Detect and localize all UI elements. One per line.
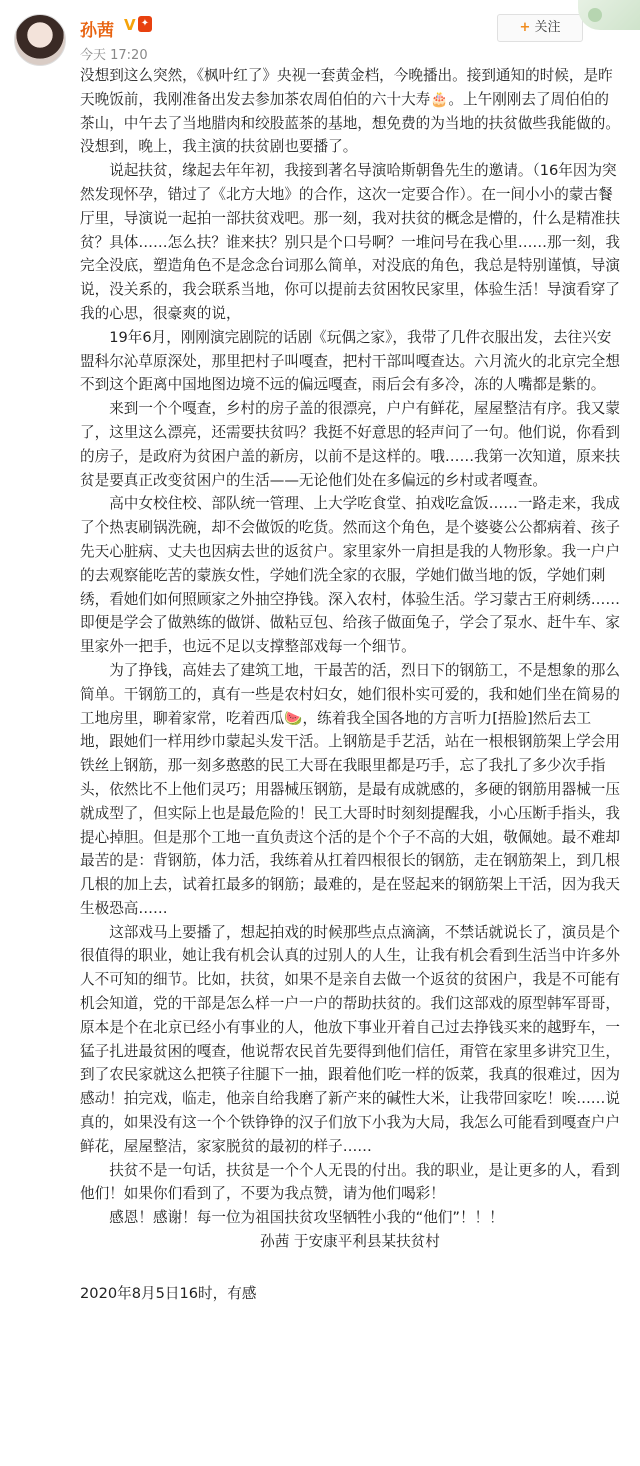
date-line: 2020年8月5日16时，有感 bbox=[80, 1284, 257, 1302]
paragraph: 没想到这么突然，《枫叶红了》央视一套黄金档，今晚播出。接到通知的时候，是昨天晚饭前，我刚准备出发去参加茶农周伯伯的六十大寿🎂。上午刚刚去了周伯伯的茶山，中午去了当地腊肉和绞股蓝茶的基地，想免费的为当地的扶贫做些我能做的。没想到，晚上，我主演的扶贫剧也要播了。 bbox=[80, 67, 620, 156]
username[interactable]: 孙茜 bbox=[80, 21, 114, 41]
verified-v-icon: V bbox=[124, 16, 136, 34]
post-body bbox=[80, 64, 620, 1306]
follow-button[interactable] bbox=[497, 14, 583, 42]
paragraph: 这部戏马上要播了，想起拍戏的时候那些点点滴滴，不禁话就说长了，演员是个很值得的职业，她让我有机会认真的过别人的人生，让我有机会看到生活当中许多外人不可知的细节。比如，扶贫，如果不是亲自去做一个返贫的贫困户，我是不可能有机会知道，党的干部是怎么样一户一户的帮助扶贫的。我们这部戏的原型韩军哥哥，原本是个在北京已经小有事业的人，他放下事业开着自己过去挣钱买来的越野车，一猛子扎进最贫困的嘎查，他说帮农民首先要得到他们信任，甭管在家里多讲究卫生，到了农民家就这么把筷子往腿下一抽，跟着他们吃一样的饭菜，我真的很难过，因为感动！拍完戏，临走，他亲自给我磨了新产来的碱性大米，让我带回家吃！唉……说真的，如果没有这一个个铁铮铮的汉子们放下小我为大局，我怎么可能看到嘎查户户鲜花，屋屋整洁，家家脱贫的最初的样子…… bbox=[80, 923, 620, 1155]
paragraph: 扶贫不是一句话，扶贫是一个个人无畏的付出。我的职业，是让更多的人，看到他们！如果你们看到了，不要为我点赞，请为他们喝彩！ bbox=[80, 1161, 620, 1203]
medal-icon: ✦ bbox=[138, 16, 152, 32]
corner-decoration bbox=[578, 0, 640, 30]
post-time: 今天 17:20 bbox=[80, 48, 148, 63]
paragraph: 来到一个个嘎查，乡村的房子盖的很漂亮，户户有鲜花，屋屋整洁有序。我又蒙了，这里这么漂亮，还需要扶贫吗？我挺不好意思的轻声问了一句。他们说，你看到的房子，是政府为贫困户盖的新房，以前不是这样的。哦……我第一次知道，原来扶贫是要真正改变贫困户的生活——无论他们处在多偏远的乡村或者嘎查。 bbox=[80, 400, 620, 489]
follow-label: 关注 bbox=[534, 20, 561, 35]
paragraph: 为了挣钱，高娃去了建筑工地，干最苦的活，烈日下的钢筋工，不是想象的那么简单。干钢筋工的，真有一些是农村妇女，她们很朴实可爱的，我和她们坐在简易的工地房里，聊着家常，吃着西瓜🍉，练着我全国各地的方言听力[捂脸]然后去工地，跟她们一样用纱巾蒙起头发干活。上钢筋是手艺活，站在一根根钢筋架上学会用铁丝上钢筋，那一刻多憨憨的民工大哥在我眼里都是巧手，忘了我扎了多少次手指头，依然比不上他们灵巧；用器械压钢筋，是最有成就感的，多硬的钢筋用器械一压就成型了，但实际上也是最危险的！民工大哥时时刻刻提醒我，小心压断手指头，我提心掉胆。但是那个工地一直负责这个活的是个个子不高的大姐，敬佩她。最不难却最苦的是：背钢筋，体力活，我练着从扛着四根很长的钢筋，走在钢筋架上，到几根几根的加上去，试着扛最多的钢筋；最难的，是在竖起来的钢筋架上干活，因为我天生极恐高…… bbox=[80, 661, 620, 917]
paragraph: 19年6月，刚刚演完剧院的话剧《玩偶之家》，我带了几件衣服出发，去往兴安盟科尔沁草原深处，那里把村子叫嘎查，把村干部叫嘎查达。六月流火的北京完全想不到这个距离中国地图边境不远的偏远嘎查，雨后会有多冷，冻的人嘴都是紫的。 bbox=[80, 328, 620, 394]
plus-icon: + bbox=[519, 20, 531, 35]
paragraph: 感恩！感谢！每一位为祖国扶贫攻坚牺牲小我的“他们”！！！ bbox=[109, 1209, 504, 1227]
signature: 孙茜 于安康平利县某扶贫村 bbox=[260, 1233, 440, 1251]
paragraph: 说起扶贫，缘起去年年初，我接到著名导演哈斯朝鲁先生的邀请。（16年因为突然发现怀孕，错过了《北方大地》的合作，这次一定要合作）。在一间小小的蒙古餐厅里，导演说一起拍一部扶贫戏吧。那一刻，我对扶贫的概念是懵的，什么是精准扶贫？具体……怎么扶？谁来扶？别只是个口号啊？一堆问号在我心里……那一刻，我完全没底，塑造角色不是念念台词那么简单，对没底的角色，我总是特别谨慎，导演说，没关系的，我会联系当地，你可以提前去贫困牧民家里，体验生活！导演看穿了我的心思，很豪爽的说， bbox=[80, 162, 620, 322]
post-header bbox=[0, 0, 640, 70]
avatar[interactable] bbox=[14, 14, 66, 66]
paragraph: 高中女校住校、部队统一管理、上大学吃食堂、拍戏吃盒饭……一路走来，我成了个热衷刷锅洗碗，却不会做饭的吃货。然而这个角色，是个婆婆公公都病着、孩子先天心脏病、丈夫也因病去世的返贫户。家里家外一肩担是我的人物形象。我一户户的去观察能吃苦的蒙族女性，学她们洗全家的衣服，学她们做当地的饭，学她们刺绣，看她们如何照顾家之外抽空挣钱。深入农村，体验生活。学习蒙古王府刺绣……即便是学会了做熟练的做饼、做粘豆包、给孩子做面兔子，学会了泵水、赶牛车、家里家外一把手，也远不足以支撑整部戏每一个细节。 bbox=[80, 495, 620, 656]
